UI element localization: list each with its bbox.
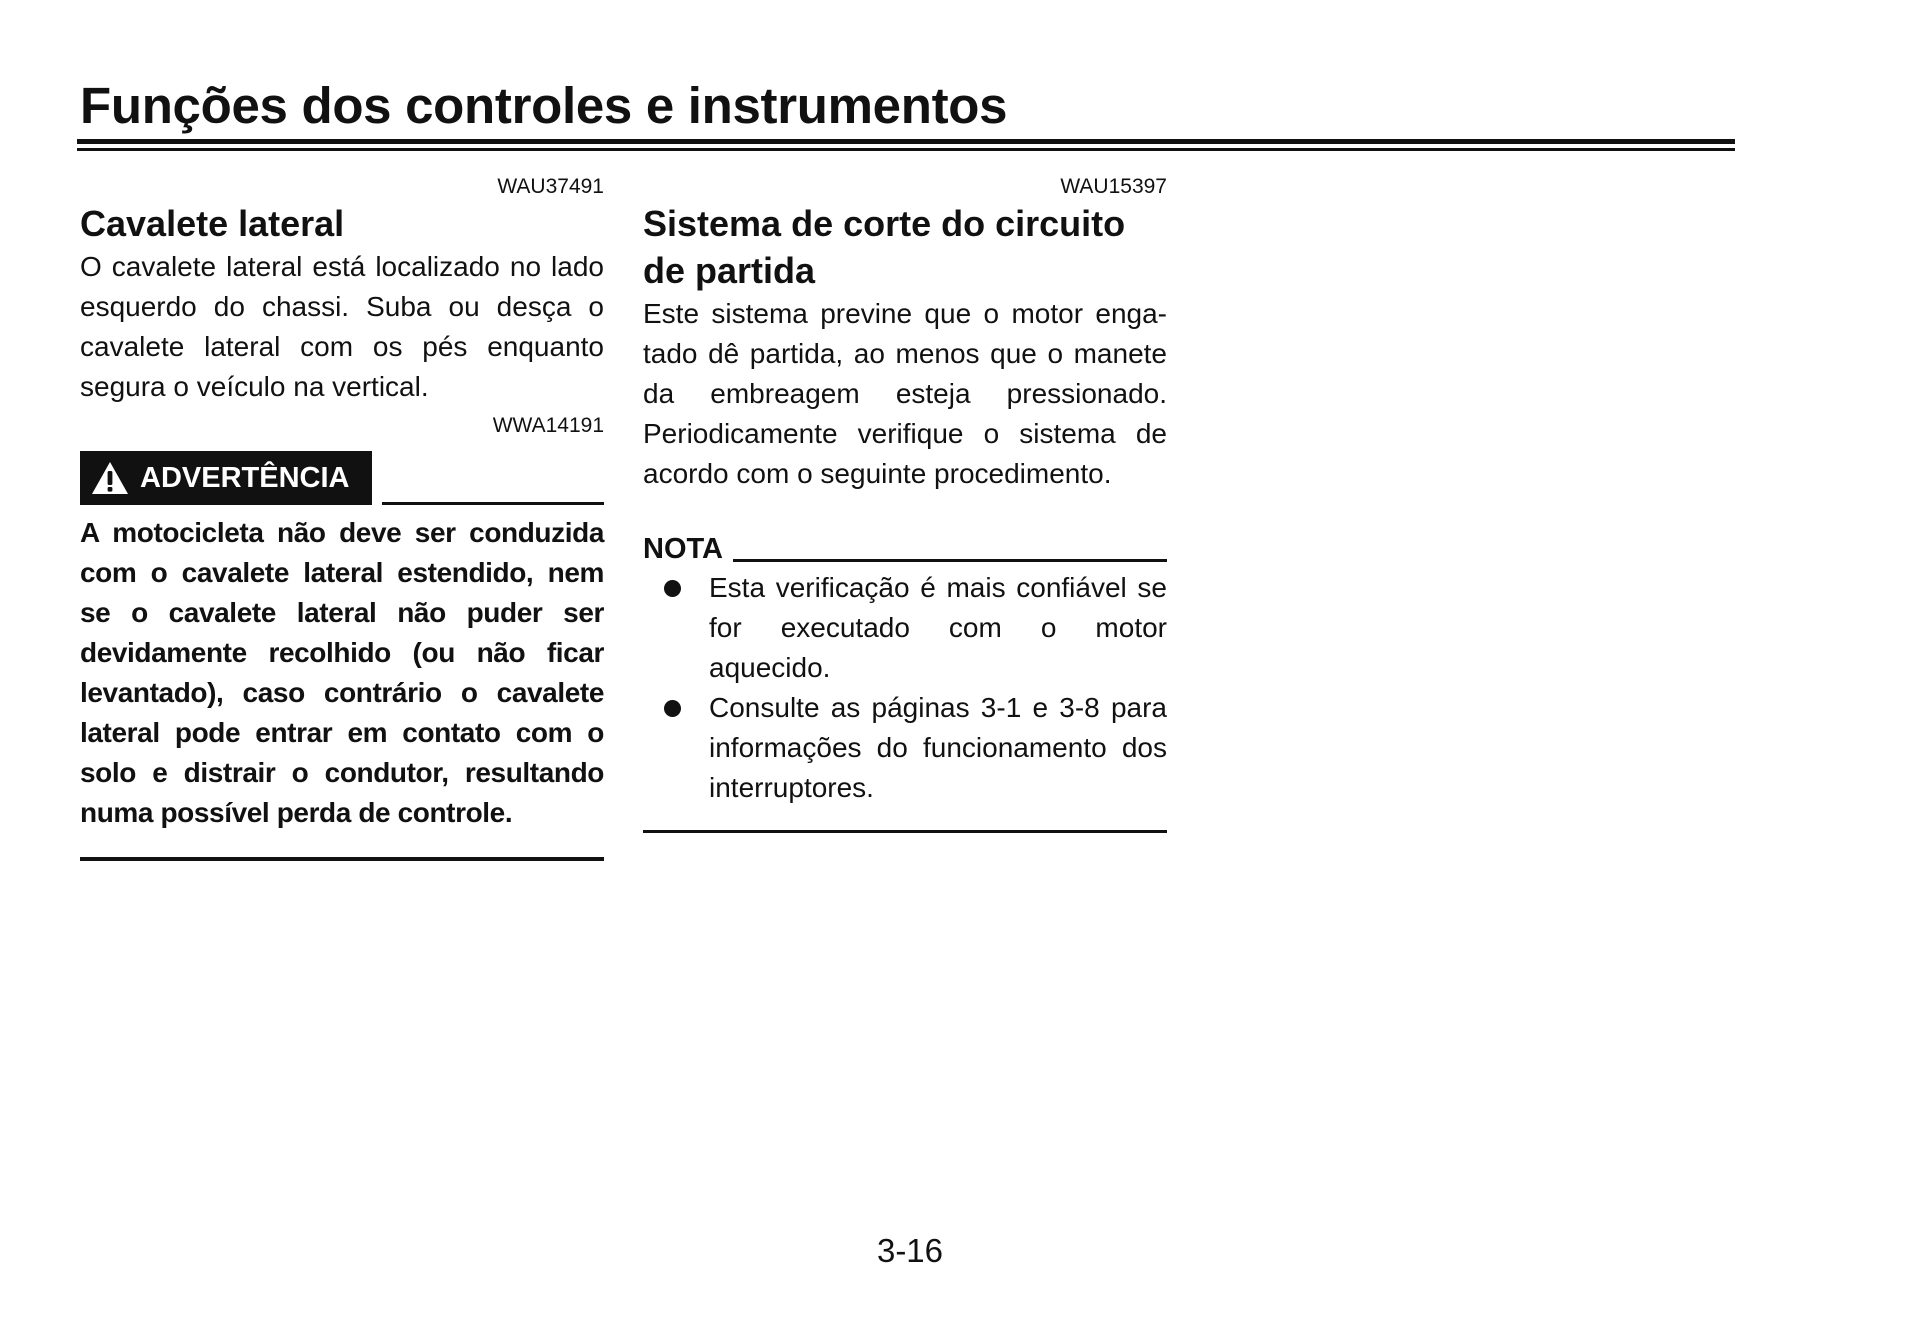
section-heading-start-cutoff: Sistema de corte do circuito de partida <box>643 203 1126 291</box>
warning-header-rule <box>382 502 604 505</box>
note-label: NOTA <box>643 533 724 565</box>
warning-badge <box>80 451 372 505</box>
section-code: WAU37491 <box>497 175 604 198</box>
title-rule-thin <box>77 148 1735 151</box>
warning-end-rule <box>80 857 604 861</box>
list-item <box>643 688 1167 808</box>
start-cutoff-body: Este sistema previne que o motor engatado dê partida, ao menos que o manete da embreagem esteja pressionado. Periodicamente verifique o sistema de acordo com o seguinte procedimento. <box>643 298 1167 489</box>
note-list <box>643 568 1167 808</box>
note-header-rule <box>733 559 1167 562</box>
note-end-rule <box>643 830 1167 833</box>
page-title: Funções dos controles e instrumentos <box>80 77 1008 134</box>
page-number: 3-16 <box>876 1232 944 1269</box>
section-code: WAU15397 <box>1060 175 1167 198</box>
bullet-icon <box>664 580 681 597</box>
side-stand-body: O cavalete lateral está localizado no lado esquerdo do chassi. Suba ou desça o cavalete lateral com os pés enquanto segura o veículo na vertical. <box>80 251 604 402</box>
bullet-icon <box>664 700 681 717</box>
warning-text: A motocicleta não deve ser conduzida com o cavalete lateral estendido, nem se o cavalete lateral não puder ser devidamente recolhido (ou não ficar levantado), caso contrário o cavalete lateral pode entrar em contato com o solo e distrair o condutor, resultando numa possível perda de controle. <box>80 517 604 828</box>
warning-header <box>80 451 604 505</box>
note-item-text: Consulte as páginas 3-1 e 3-8 para informações do funcionamento dos interruptores. <box>709 692 1167 803</box>
list-item <box>643 568 1167 688</box>
left-column <box>80 174 604 861</box>
right-column <box>643 174 1167 833</box>
section-heading-side-stand: Cavalete lateral <box>80 203 345 244</box>
warning-triangle-icon <box>90 460 130 496</box>
warning-label: ADVERTÊNCIA <box>140 461 350 494</box>
note-item-text: Esta verificação é mais confiável se for executado com o motor aquecido. <box>709 572 1167 683</box>
title-rule-thick <box>77 139 1735 144</box>
note-header <box>643 528 1167 566</box>
warning-code: WWA14191 <box>492 414 604 437</box>
